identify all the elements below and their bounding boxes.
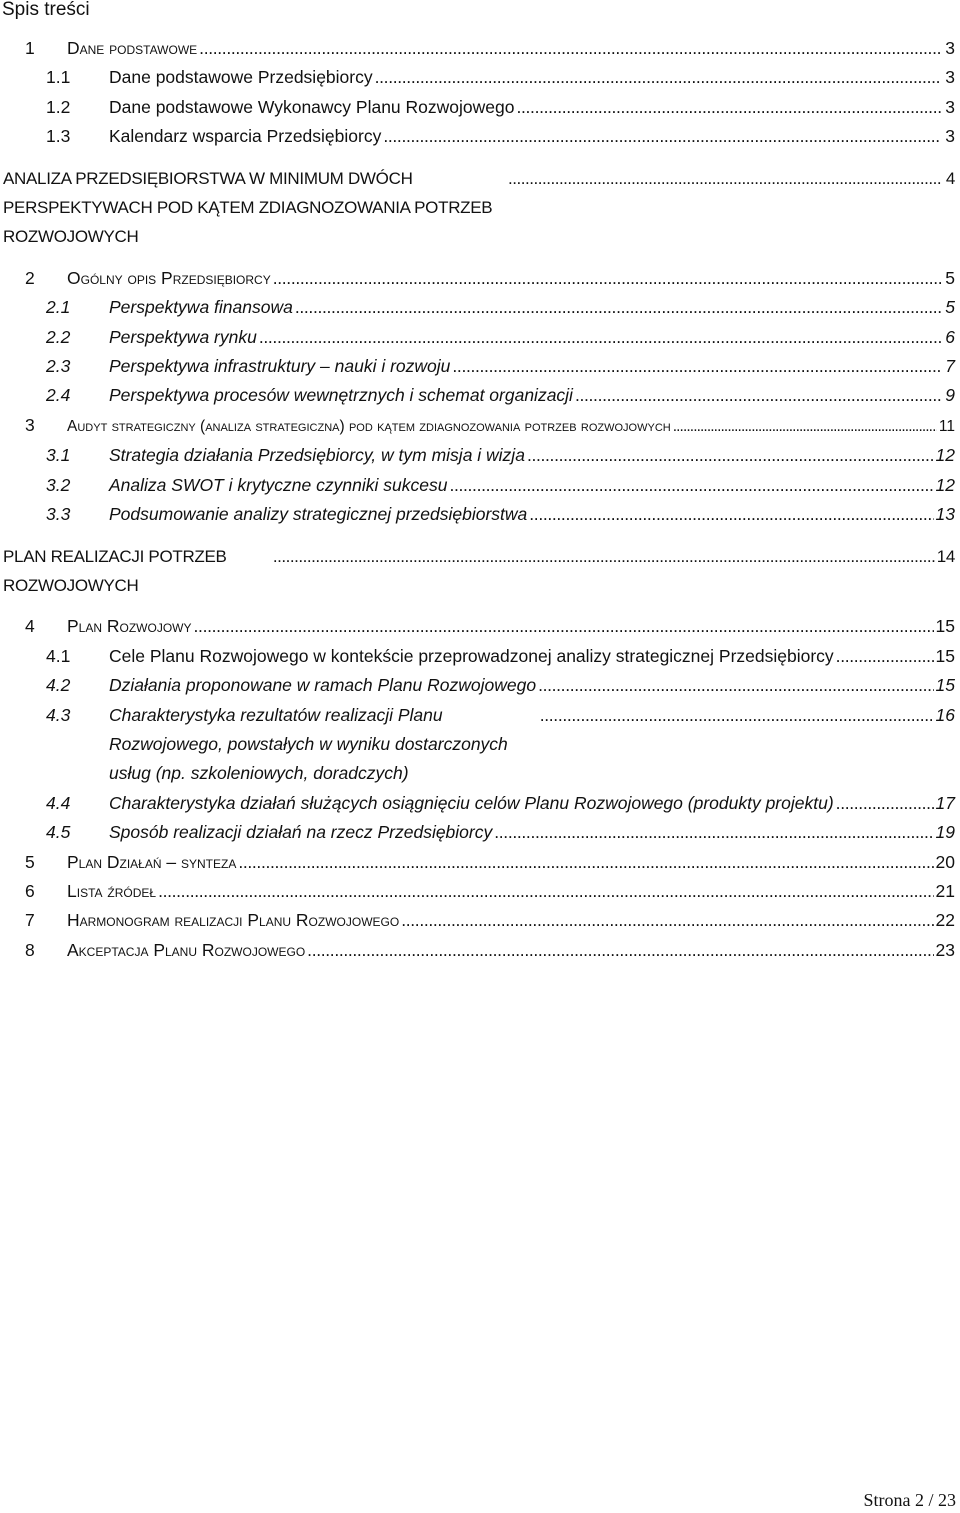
toc-entry-title: Lista źródeł (67, 880, 157, 901)
toc-entry-number: 1.3 (46, 126, 71, 147)
toc-entry-page: 3 (945, 126, 955, 147)
toc-part-title: PLAN REALIZACJI POTRZEB ROZWOJOWYCH (3, 546, 227, 595)
toc-leader-dots (401, 906, 933, 935)
toc-entry-title: Dane podstawowe Przedsiębiorcy (109, 67, 373, 88)
toc-leader-dots (836, 789, 934, 818)
toc-entry-number: 6 (25, 880, 35, 901)
toc-entry-page: 23 (935, 939, 955, 960)
toc-leader-dots (273, 542, 935, 571)
toc-entry-title: Perspektywa rynku (109, 326, 257, 347)
toc-entry-page: 15 (935, 675, 955, 696)
toc-entry-number: 3.2 (46, 474, 71, 495)
toc-entry[interactable] (0, 671, 960, 700)
toc-entry[interactable] (0, 381, 960, 410)
toc-part-entry[interactable] (0, 164, 960, 252)
toc-entry-title: Kalendarz wsparcia Przedsiębiorcy (109, 126, 382, 147)
toc-entry-page: 11 (938, 417, 955, 435)
toc-part-entry[interactable] (0, 542, 960, 601)
toc-leader-dots (452, 352, 941, 381)
toc-leader-dots (158, 877, 933, 906)
toc-entry-title: Charakterystyka działań służących osiągnięciu celów Planu Rozwojowego (produkty projektu) (109, 792, 834, 813)
toc-entry-title: Sposób realizacji działań na rzecz Przedsiębiorcy (109, 822, 493, 843)
toc-entry-title: Perspektywa finansowa (109, 297, 293, 318)
toc-entry-number: 2.1 (46, 297, 71, 318)
toc-heading: Spis treści (2, 0, 90, 20)
toc-entry-page: 14 (936, 546, 955, 566)
toc-entry[interactable] (0, 789, 960, 818)
toc-entry-page: 3 (945, 38, 955, 58)
toc-entry-number: 4.5 (46, 822, 71, 843)
toc-entry-title: Analiza SWOT i krytyczne czynniki sukcesu (109, 474, 448, 495)
toc-leader-dots (295, 293, 941, 322)
toc-entry-number: 1.1 (46, 67, 71, 88)
toc-entry[interactable] (0, 293, 960, 322)
toc-entry[interactable] (0, 122, 960, 151)
toc-leader-dots (538, 671, 933, 700)
toc-entry-page: 20 (935, 851, 955, 872)
toc-leader-dots (836, 642, 934, 671)
toc-entry-title: Audyt strategiczny (analiza strategiczna) pod kątem zdiagnozowania potrzeb rozwojowych (67, 417, 671, 435)
toc-entry-title: Strategia działania Przedsiębiorcy, w tym misja i wizja (109, 445, 525, 466)
toc-entry-number: 1 (25, 38, 35, 58)
toc-leader-dots (199, 34, 941, 63)
toc-entry-number: 8 (25, 939, 35, 960)
toc-entry[interactable] (0, 701, 960, 789)
toc-entry[interactable] (0, 411, 960, 441)
toc-leader-dots (194, 612, 934, 641)
toc-entry-title: Plan Rozwojowy (67, 616, 192, 637)
spacer (0, 152, 960, 164)
toc-entry-number: 2.3 (46, 356, 71, 377)
toc-leader-dots (383, 122, 941, 151)
toc-leader-dots (273, 264, 941, 293)
toc-part-title: ANALIZA PRZEDSIĘBIORSTWA W MINIMUM DWÓCH PERSPEKTYWACH POD KĄTEM ZDIAGNOZOWANIA POTRZEB ROZWOJOWYCH (3, 168, 493, 247)
table-of-contents (0, 34, 960, 965)
spacer (0, 530, 960, 542)
toc-entry[interactable] (0, 612, 960, 641)
toc-entry[interactable] (0, 352, 960, 381)
toc-leader-dots (494, 818, 933, 847)
toc-entry-number: 2.2 (46, 326, 71, 347)
toc-entry-number: 7 (25, 910, 35, 931)
toc-leader-dots (259, 323, 941, 352)
toc-entry-number: 3.3 (46, 504, 71, 525)
toc-leader-dots (449, 471, 933, 500)
toc-entry[interactable] (0, 642, 960, 671)
toc-entry-title: Ogólny opis Przedsiębiorcy (67, 267, 271, 288)
toc-entry[interactable] (0, 34, 960, 63)
toc-entry-page: 3 (945, 96, 955, 117)
toc-leader-dots (307, 936, 933, 965)
toc-entry[interactable] (0, 500, 960, 529)
toc-entry-page: 5 (945, 267, 955, 288)
toc-entry-title: Perspektywa infrastruktury – nauki i rozwoju (109, 356, 451, 377)
toc-entry-title: Akceptacja Planu Rozwojowego (67, 939, 306, 960)
toc-entry-number: 4 (25, 616, 35, 637)
spacer (0, 252, 960, 264)
toc-entry-number: 2 (25, 267, 35, 288)
toc-leader-dots (516, 93, 941, 122)
toc-entry-page: 15 (935, 645, 955, 666)
toc-entry-number: 4.2 (46, 675, 71, 696)
toc-entry-number: 2.4 (46, 385, 71, 406)
toc-entry-page: 15 (935, 616, 955, 637)
toc-entry[interactable] (0, 906, 960, 935)
toc-leader-dots (575, 381, 941, 410)
toc-entry[interactable] (0, 63, 960, 92)
toc-entry-page: 6 (945, 326, 955, 347)
spacer (0, 600, 960, 612)
toc-entry-page: 12 (935, 474, 955, 495)
page-footer: Strona 2 / 23 (863, 1490, 956, 1510)
toc-entry[interactable] (0, 93, 960, 122)
toc-entry[interactable] (0, 818, 960, 847)
toc-entry-page: 9 (945, 385, 955, 406)
toc-entry-page: 17 (935, 792, 955, 813)
toc-entry-page: 19 (935, 822, 955, 843)
toc-entry[interactable] (0, 264, 960, 293)
toc-entry[interactable] (0, 471, 960, 500)
toc-entry-number: 1.2 (46, 96, 71, 117)
toc-entry-number: 4.4 (46, 792, 71, 813)
toc-entry-title: Harmonogram realizacji Planu Rozwojowego (67, 910, 400, 931)
toc-entry-page: 16 (935, 704, 955, 725)
toc-entry-number: 5 (25, 851, 35, 872)
toc-leader-dots (527, 441, 934, 470)
toc-entry-title: Działania proponowane w ramach Planu Rozwojowego (109, 675, 537, 696)
toc-entry-title: Podsumowanie analizy strategicznej przedsiębiorstwa (109, 504, 528, 525)
toc-entry-page: 22 (935, 910, 955, 931)
toc-entry-page: 5 (945, 297, 955, 318)
toc-entry[interactable] (0, 877, 960, 906)
toc-entry[interactable] (0, 323, 960, 352)
toc-entry-page: 21 (935, 880, 955, 901)
toc-leader-dots (673, 412, 937, 441)
toc-entry-number: 3.1 (46, 445, 71, 466)
toc-entry-number: 4.3 (46, 704, 71, 725)
toc-entry-title: Perspektywa procesów wewnętrznych i schemat organizacji (109, 385, 573, 406)
toc-leader-dots (508, 164, 941, 193)
toc-entry-page: 7 (945, 356, 955, 377)
toc-entry-page: 13 (935, 504, 955, 525)
toc-entry-title: Cele Planu Rozwojowego w kontekście przeprowadzonej analizy strategicznej Przedsiębiorcy (109, 645, 834, 666)
toc-entry-page: 3 (945, 67, 955, 88)
toc-entry-title: Plan Działań – synteza (67, 851, 237, 872)
toc-entry-title: Charakterystyka rezultatów realizacji Planu Rozwojowego, powstałych w wyniku dostarczonych usług (np. szkoleniowych, doradczych) (109, 704, 508, 784)
toc-entry-title: Dane podstawowe (67, 38, 198, 58)
toc-leader-dots (529, 500, 933, 529)
toc-leader-dots (238, 848, 933, 877)
toc-leader-dots (375, 63, 941, 92)
toc-entry-number: 4.1 (46, 645, 71, 666)
toc-entry-number: 3 (25, 414, 35, 435)
toc-entry[interactable] (0, 936, 960, 965)
toc-leader-dots (540, 701, 934, 730)
toc-entry[interactable] (0, 848, 960, 877)
toc-entry-page: 12 (935, 445, 955, 466)
toc-entry-title: Dane podstawowe Wykonawcy Planu Rozwojowego (109, 96, 515, 117)
toc-entry[interactable] (0, 441, 960, 470)
toc-entry-page: 4 (945, 168, 955, 188)
